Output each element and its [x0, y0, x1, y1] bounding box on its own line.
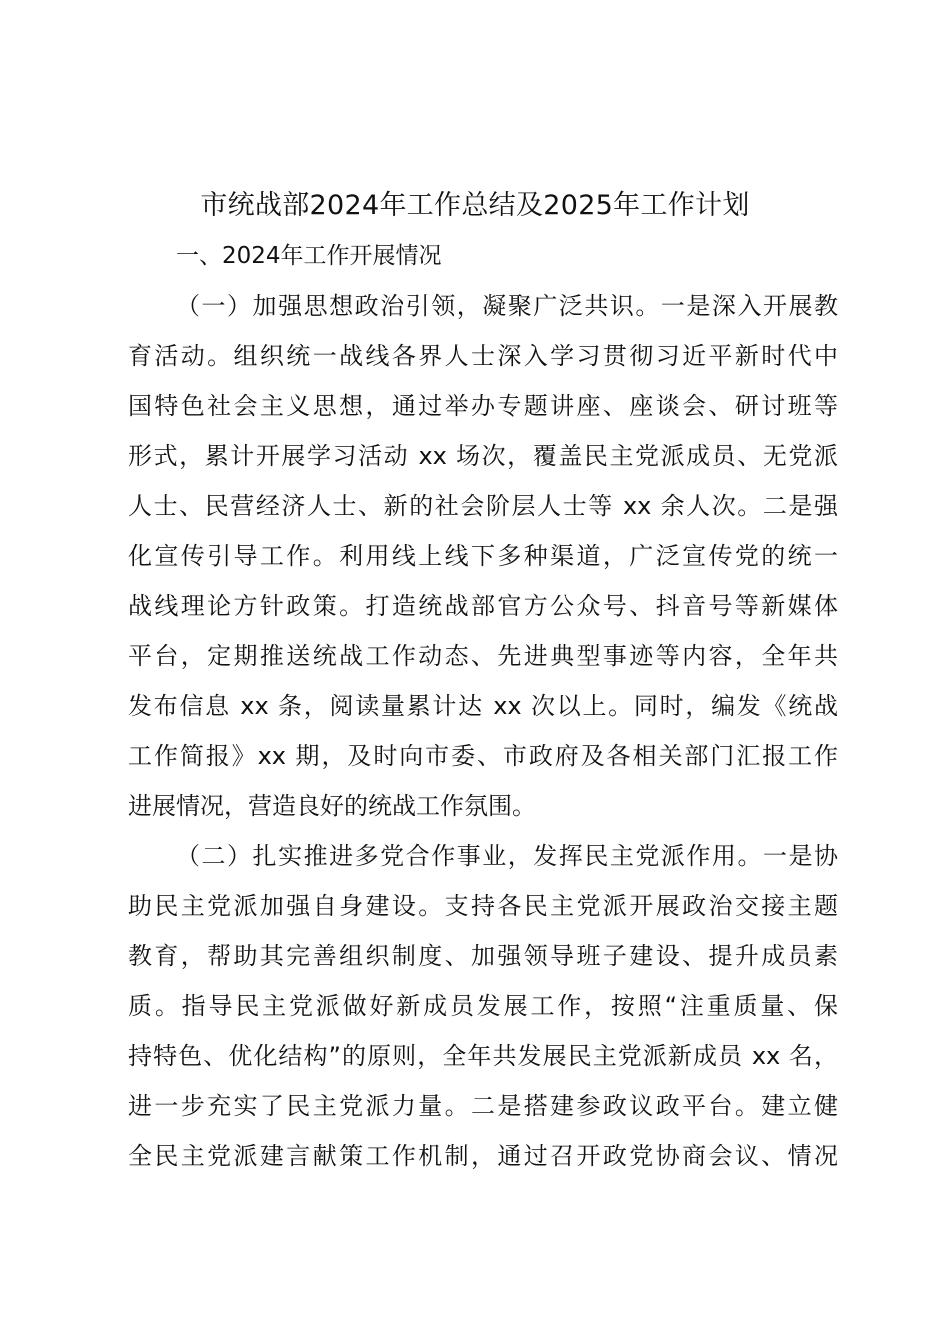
text-line: （一）加强思想政治引领，凝聚广泛共识。一是深入开展教 [176, 292, 838, 320]
text-line: 形式，累计开展学习活动 xx 场次，覆盖民主党派成员、无党派 [128, 442, 838, 470]
section-heading: 一、2024年工作开展情况 [176, 243, 442, 269]
document-body [128, 286, 838, 1186]
text-line: 教育，帮助其完善组织制度、加强领导班子建设、提升成员素 [128, 942, 838, 970]
text-line: 持特色、优化结构”的原则，全年共发展民主党派新成员 xx 名， [128, 1042, 838, 1070]
text-line: 进展情况，营造良好的统战工作氛围。 [128, 792, 536, 820]
text-line: 全民主党派建言献策工作机制，通过召开政党协商会议、情况 [128, 1142, 838, 1170]
document-title: 市统战部2024年工作总结及2025年工作计划 [200, 190, 750, 221]
text-line: （二）扎实推进多党合作事业，发挥民主党派作用。一是协 [176, 842, 838, 870]
paragraph-2 [128, 836, 838, 1186]
text-line: 战线理论方针政策。打造统战部官方公众号、抖音号等新媒体 [128, 592, 838, 620]
text-line: 平台，定期推送统战工作动态、先进典型事迹等内容，全年共 [128, 642, 838, 670]
text-line: 国特色社会主义思想，通过举办专题讲座、座谈会、研讨班等 [128, 392, 838, 420]
text-line: 化宣传引导工作。利用线上线下多种渠道，广泛宣传党的统一 [128, 542, 838, 570]
text-line: 质。指导民主党派做好新成员发展工作，按照“注重质量、保 [128, 992, 838, 1020]
text-line: 助民主党派加强自身建设。支持各民主党派开展政治交接主题 [128, 892, 838, 920]
text-line: 育活动。组织统一战线各界人士深入学习贯彻习近平新时代中 [128, 342, 838, 370]
text-line: 进一步充实了民主党派力量。二是搭建参政议政平台。建立健 [128, 1092, 838, 1120]
paragraph-1 [128, 286, 838, 836]
text-line: 人士、民营经济人士、新的社会阶层人士等 xx 余人次。二是强 [128, 492, 838, 520]
text-line: 发布信息 xx 条，阅读量累计达 xx 次以上。同时，编发《统战 [128, 692, 838, 720]
text-line: 工作简报》xx 期，及时向市委、市政府及各相关部门汇报工作 [128, 742, 838, 770]
